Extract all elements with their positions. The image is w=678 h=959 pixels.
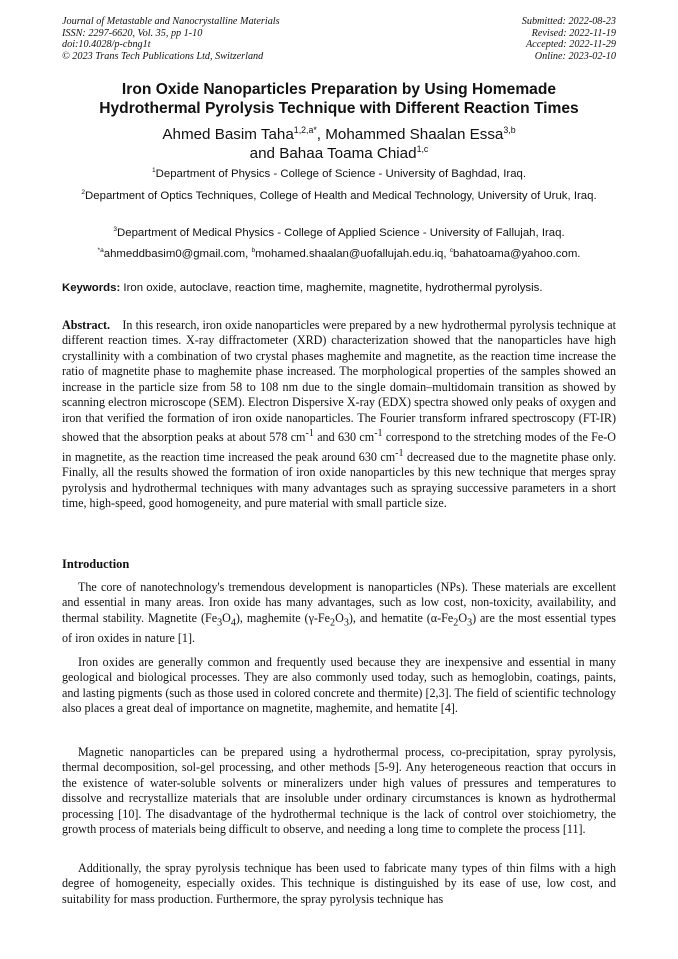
introduction-heading: Introduction bbox=[62, 557, 130, 571]
journal-doi[interactable]: doi:10.4028/p-cbng1t bbox=[62, 39, 151, 51]
affiliation-2 bbox=[58, 189, 620, 205]
abstract-sup-2: -1 bbox=[374, 428, 383, 440]
author-1-affil: 1,2,a* bbox=[293, 124, 317, 135]
intro-p1-text-e: ), and hematite (α-Fe bbox=[348, 610, 454, 625]
journal-name: Journal of Metastable and Nanocrystalline Materials bbox=[62, 16, 280, 27]
intro-paragraph-4: Additionally, the spray pyrolysis technique has been used to fabricate many types of thin films with a high degree of homogeneity, especially oxides. This technique is distinguished by its ease of use, low cost, and suitability for mass production. Furthermore, the spray pyrolysis technique has bbox=[62, 861, 616, 906]
abstract-text-4: decreased due to the magnetite phase only. Finally, all the results showed the formation of iron oxide nanoparticles by this new technique that merges spray pyrolysis and hydrothermal techniques with many advantages such as spraying successive parameters in a short time, high-speed, good homogeneity, and pure material with small particle size. bbox=[62, 449, 617, 511]
date-online: Online: 2023-02-10 bbox=[534, 50, 616, 62]
journal-issn: ISSN: 2297-6620, Vol. 35, pp 1-10 bbox=[62, 27, 203, 39]
title-line-1: Iron Oxide Nanoparticles Preparation by Using Homemade bbox=[121, 81, 557, 98]
affiliation-2-text: Department of Optics Techniques, College of Health and Medical Technology, University of Uruk, Iraq. bbox=[85, 190, 597, 202]
abstract-sup-1: -1 bbox=[305, 428, 314, 440]
author-and: and bbox=[249, 145, 280, 162]
intro-p1-text-f: O bbox=[458, 610, 468, 625]
email-b-sup: b bbox=[251, 247, 256, 255]
publication-dates bbox=[522, 16, 616, 62]
journal-info bbox=[62, 16, 280, 62]
intro-p1-text-g: ) are the most essential types of iron oxides in nature [1]. bbox=[62, 610, 616, 645]
affiliation-1-num: 1 bbox=[151, 167, 156, 175]
author-3-affil: 1,c bbox=[416, 143, 429, 154]
abstract-text-1: In this research, iron oxide nanoparticles were prepared by a new hydrothermal pyrolysis technique at different reaction times. X-ray diffractometer (XRD) characterization showed that the nanoparticles have high crystallinity with a combination of two crystal phases maghemite and magnetite, as the reaction time increase the ratio of magnetite phase to maghemite phase increased. The morphological properties of the samples showed an increase in the particle size from 58 to 108 nm due to the single domain–multidomain transition as showed by scanning electron microscope (SEM). Electron Dispersive X-ray (EDX) spectra showed only peaks of oxygen and iron that verified the formation of iron oxide nanoparticles. The Fourier transform infrared spectroscopy (FT-IR) showed that the absorption peaks at about 578 cm bbox=[62, 318, 616, 445]
abstract-sup-3: -1 bbox=[395, 447, 404, 459]
intro-paragraph-3: Magnetic nanoparticles can be prepared using a hydrothermal process, co-precipitation, spray pyrolysis, thermal decomposition, sol-gel processing, and other methods [5-9]. Any heterogeneous reaction that occurs in the existence of water-soluble solvents or mineralizers under high values of pressures and temperatures to dissolve and recrystallize materials that are insoluble under ordinary circumstances is known as hydrothermal processing [10]. The disadvantage of the hydrothermal technique is the lack of control over stoichiometry, the growth process of materials being difficult to observe, and needing a long time to complete the process [11]. bbox=[62, 745, 616, 837]
author-line-1 bbox=[62, 125, 616, 144]
author-line-2 bbox=[62, 144, 616, 163]
paper-title bbox=[62, 80, 616, 118]
email-c-sup: c bbox=[449, 247, 454, 255]
keywords bbox=[62, 281, 616, 296]
intro-p1-sub-4: 3 bbox=[343, 617, 349, 629]
author-list bbox=[62, 125, 616, 163]
abstract-text-2: and 630 cm bbox=[313, 430, 375, 445]
intro-p1-sub-3: 2 bbox=[330, 617, 336, 629]
affiliation-1 bbox=[62, 167, 616, 183]
date-accepted: Accepted: 2022-11-29 bbox=[525, 39, 616, 51]
date-revised: Revised: 2022-11-19 bbox=[531, 27, 616, 39]
email-list bbox=[62, 247, 616, 263]
email-a-sup: *a bbox=[97, 247, 104, 255]
title-line-2: Hydrothermal Pyrolysis Technique with Different Reaction Times bbox=[99, 100, 579, 117]
abstract-label: Abstract. bbox=[62, 318, 111, 332]
email-c[interactable]: bahatoama@yahoo.com. bbox=[453, 248, 581, 260]
email-a[interactable]: ahmeddbasim0@gmail.com, bbox=[103, 248, 252, 260]
author-separator: , bbox=[316, 126, 326, 143]
intro-p1-text-a: The core of nanotechnology's tremendous development is nanoparticles (NPs). These materials are excellent and essential in many areas. Iron oxide has many advantages, such as low cost, non-toxicity, availability, and thermal stability. Magnetite (Fe bbox=[62, 580, 616, 625]
intro-p1-sub-1: 3 bbox=[217, 617, 223, 629]
intro-paragraph-1 bbox=[62, 580, 616, 646]
intro-p1-sub-2: 4 bbox=[230, 617, 236, 629]
affiliation-3 bbox=[62, 226, 616, 242]
author-3: Bahaa Toama Chiad bbox=[279, 145, 417, 162]
abstract bbox=[62, 318, 616, 512]
journal-copyright: © 2023 Trans Tech Publications Ltd, Switzerland bbox=[62, 50, 264, 62]
keywords-text: Iron oxide, autoclave, reaction time, maghemite, magnetite, hydrothermal pyrolysis. bbox=[120, 282, 543, 294]
intro-p1-text-c: ), maghemite (γ-Fe bbox=[235, 610, 331, 625]
email-b[interactable]: mohamed.shaalan@uofallujah.edu.iq, bbox=[255, 248, 450, 260]
intro-p1-sub-6: 3 bbox=[467, 617, 473, 629]
author-2: Mohammed Shaalan Essa bbox=[325, 126, 504, 143]
affiliation-3-text: Department of Medical Physics - College of Applied Science - University of Fallujah, Iraq. bbox=[117, 227, 565, 239]
intro-paragraph-2: Iron oxides are generally common and frequently used because they are inexpensive and essential in many geological and biological processes. They are also commonly used today, such as hemoglobin, coatings, paints, and lasting pigments (such as those used in colored concrete and thermite) [2,3]. The field of scientific technology also places a great deal of importance on magnetite, maghemite, and hematite [4]. bbox=[62, 655, 616, 716]
author-2-affil: 3,b bbox=[503, 124, 516, 135]
intro-p1-sub-5: 2 bbox=[453, 617, 459, 629]
affiliation-2-num: 2 bbox=[81, 189, 86, 197]
affiliation-3-num: 3 bbox=[113, 226, 118, 234]
author-1: Ahmed Basim Taha bbox=[162, 126, 294, 143]
intro-p1-text-b: O bbox=[222, 610, 231, 625]
intro-p1-text-d: O bbox=[335, 610, 344, 625]
abstract-text-3: correspond to the stretching modes of the Fe-O in magnetite, as the reaction time increased the peak around 630 cm bbox=[62, 430, 616, 464]
keywords-label: Keywords: bbox=[62, 282, 121, 294]
date-submitted: Submitted: 2022-08-23 bbox=[521, 16, 616, 27]
affiliation-1-text: Department of Physics - College of Science - University of Baghdad, Iraq. bbox=[155, 168, 527, 180]
